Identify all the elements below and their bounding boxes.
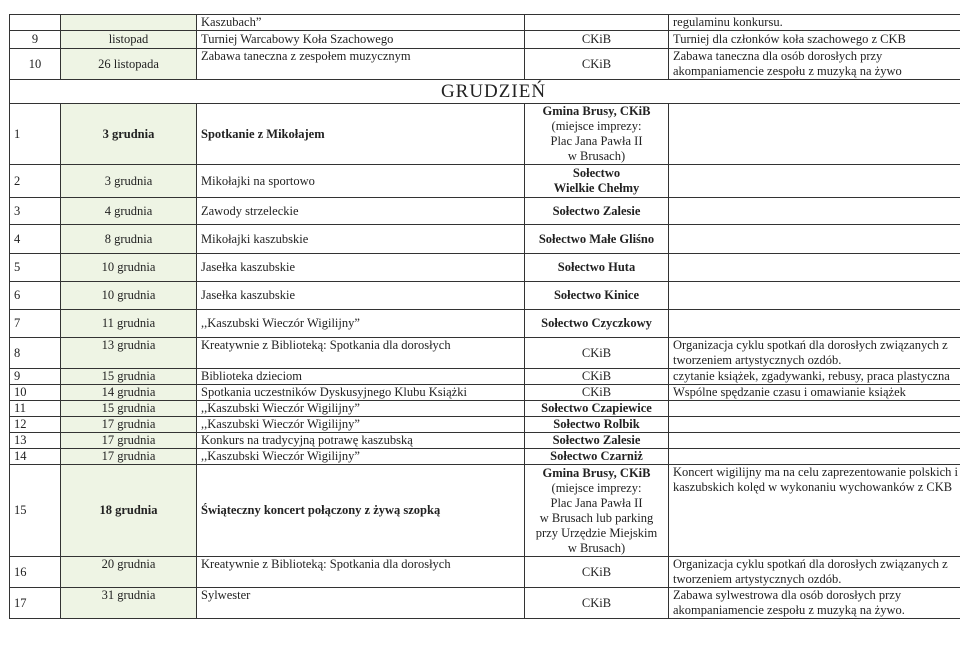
row-organizer: [525, 165, 669, 198]
row-title: Sylwester: [197, 588, 525, 619]
row-description: Wspólne spędzanie czasu i omawianie książek: [669, 385, 960, 401]
row-number: 10: [10, 49, 61, 80]
row-description: [669, 104, 960, 165]
table-row: [10, 225, 960, 254]
events-table: [9, 14, 960, 619]
row-date: 31 grudnia: [61, 588, 197, 619]
table-row: [10, 465, 960, 557]
row-number: 11: [10, 401, 61, 417]
row-number: 2: [10, 165, 61, 198]
table-row: [10, 369, 960, 385]
row-number: 14: [10, 449, 61, 465]
row-number: 9: [10, 369, 61, 385]
row-organizer: Sołectwo Czapiewice: [525, 401, 669, 417]
row-organizer: CKiB: [525, 557, 669, 588]
row-date: 14 grudnia: [61, 385, 197, 401]
row-organizer: Sołectwo Zalesie: [525, 198, 669, 225]
row-description: [669, 198, 960, 225]
row-description: [669, 225, 960, 254]
table-row: [10, 282, 960, 310]
row-description: regulaminu konkursu.: [669, 15, 960, 31]
table-row: [10, 15, 960, 31]
row-organizer: CKiB: [525, 369, 669, 385]
row-number: 10: [10, 385, 61, 401]
row-organizer: [525, 465, 669, 557]
row-title: Spotkanie z Mikołajem: [197, 104, 525, 165]
table-row: [10, 31, 960, 49]
table-row: [10, 49, 960, 80]
row-title: Zawody strzeleckie: [197, 198, 525, 225]
row-organizer: CKiB: [525, 588, 669, 619]
row-organizer: [525, 15, 669, 31]
row-date: 20 grudnia: [61, 557, 197, 588]
row-number: 17: [10, 588, 61, 619]
row-title: ,,Kaszubski Wieczór Wigilijny”: [197, 401, 525, 417]
table-row: [10, 417, 960, 433]
row-number: 8: [10, 338, 61, 369]
row-organizer: Sołectwo Czyczkowy: [525, 310, 669, 338]
row-date: 3 grudnia: [61, 165, 197, 198]
organizer-line: (miejsce imprezy:: [551, 480, 642, 495]
row-title: Zabawa taneczna z zespołem muzycznym: [197, 49, 525, 80]
row-number: 7: [10, 310, 61, 338]
row-date: 10 grudnia: [61, 282, 197, 310]
row-organizer: Sołectwo Zalesie: [525, 433, 669, 449]
row-number: 1: [10, 104, 61, 165]
table-row: [10, 165, 960, 198]
row-description: [669, 417, 960, 433]
row-title: ,,Kaszubski Wieczór Wigilijny”: [197, 449, 525, 465]
table-row: [10, 449, 960, 465]
row-date: 15 grudnia: [61, 369, 197, 385]
row-description: Organizacja cyklu spotkań dla dorosłych związanych z tworzeniem artystycznych ozdób.: [669, 557, 960, 588]
row-description: [669, 401, 960, 417]
row-date: 8 grudnia: [61, 225, 197, 254]
table-row: [10, 310, 960, 338]
row-title: ,,Kaszubski Wieczór Wigilijny”: [197, 310, 525, 338]
organizer-line: w Brusach): [567, 540, 626, 555]
row-date: 4 grudnia: [61, 198, 197, 225]
organizer-line: Gmina Brusy, CKiB: [542, 104, 651, 118]
row-organizer: Sołectwo Czarniż: [525, 449, 669, 465]
row-date: 10 grudnia: [61, 254, 197, 282]
row-description: [669, 165, 960, 198]
row-title: Turniej Warcabowy Koła Szachowego: [197, 31, 525, 49]
row-description: [669, 310, 960, 338]
row-date: [61, 15, 197, 31]
row-date: 17 grudnia: [61, 449, 197, 465]
row-number: 6: [10, 282, 61, 310]
table-row: [10, 588, 960, 619]
table-row: [10, 198, 960, 225]
row-title: Kreatywnie z Biblioteką: Spotkania dla dorosłych: [197, 557, 525, 588]
organizer-line: (miejsce imprezy:: [551, 119, 642, 133]
row-title: Biblioteka dzieciom: [197, 369, 525, 385]
row-date: 15 grudnia: [61, 401, 197, 417]
organizer-line: w Brusach lub parking: [539, 510, 654, 525]
row-number: 4: [10, 225, 61, 254]
organizer-line: Wielkie Chełmy: [553, 181, 640, 195]
row-title: Mikołajki kaszubskie: [197, 225, 525, 254]
row-title: Kreatywnie z Biblioteką: Spotkania dla dorosłych: [197, 338, 525, 369]
row-title: Spotkania uczestników Dyskusyjnego Klubu Książki: [197, 385, 525, 401]
row-organizer: Sołectwo Huta: [525, 254, 669, 282]
row-number: 15: [10, 465, 61, 557]
table-row: [10, 557, 960, 588]
table-row: [10, 338, 960, 369]
row-description: czytanie książek, zgadywanki, rebusy, praca plastyczna: [669, 369, 960, 385]
row-number: 5: [10, 254, 61, 282]
table-row: [10, 254, 960, 282]
row-organizer: Sołectwo Małe Gliśno: [525, 225, 669, 254]
table-row: [10, 104, 960, 165]
month-heading: GRUDZIEŃ: [10, 80, 960, 104]
table-row: [10, 401, 960, 417]
row-description: [669, 433, 960, 449]
table-row: [10, 433, 960, 449]
row-number: 9: [10, 31, 61, 49]
row-title: Mikołajki na sportowo: [197, 165, 525, 198]
row-organizer: CKiB: [525, 338, 669, 369]
table-body: [10, 15, 960, 619]
row-number: 16: [10, 557, 61, 588]
row-organizer: Sołectwo Kinice: [525, 282, 669, 310]
row-title: Jasełka kaszubskie: [197, 282, 525, 310]
row-number: [10, 15, 61, 31]
row-description: [669, 449, 960, 465]
row-date: listopad: [61, 31, 197, 49]
row-date: 17 grudnia: [61, 433, 197, 449]
row-title: ,,Kaszubski Wieczór Wigilijny”: [197, 417, 525, 433]
row-title: Jasełka kaszubskie: [197, 254, 525, 282]
row-description: Zabawa sylwestrowa dla osób dorosłych przy akompaniamencie zespołu z muzyką na żywo.: [669, 588, 960, 619]
row-number: 13: [10, 433, 61, 449]
row-title: Kaszubach”: [197, 15, 525, 31]
organizer-line: Plac Jana Pawła II: [550, 495, 643, 510]
row-description: Turniej dla członków koła szachowego z CKB: [669, 31, 960, 49]
row-title: Konkurs na tradycyjną potrawę kaszubską: [197, 433, 525, 449]
row-organizer: CKiB: [525, 31, 669, 49]
events-sheet: [9, 14, 958, 624]
row-title: Świąteczny koncert połączony z żywą szopką: [197, 465, 525, 557]
row-organizer: CKiB: [525, 385, 669, 401]
row-description: [669, 282, 960, 310]
row-description: Koncert wigilijny ma na celu zaprezentowanie polskich i kaszubskich kolęd w wykonaniu wychowanków z CKB: [669, 465, 960, 557]
row-organizer: [525, 104, 669, 165]
row-date: 13 grudnia: [61, 338, 197, 369]
row-date: 17 grudnia: [61, 417, 197, 433]
row-organizer: CKiB: [525, 49, 669, 80]
row-number: 3: [10, 198, 61, 225]
row-date: 11 grudnia: [61, 310, 197, 338]
row-date: 3 grudnia: [61, 104, 197, 165]
organizer-line: Gmina Brusy, CKiB: [542, 465, 651, 480]
organizer-line: w Brusach): [567, 149, 626, 163]
organizer-line: Plac Jana Pawła II: [550, 134, 643, 148]
month-header-row: [10, 80, 960, 104]
organizer-line: Sołectwo: [572, 166, 621, 180]
row-date: 26 listopada: [61, 49, 197, 80]
organizer-line: przy Urzędzie Miejskim: [535, 525, 658, 540]
table-row: [10, 385, 960, 401]
row-description: Organizacja cyklu spotkań dla dorosłych związanych z tworzeniem artystycznych ozdób.: [669, 338, 960, 369]
row-number: 12: [10, 417, 61, 433]
row-description: Zabawa taneczna dla osób dorosłych przy akompaniamencie zespołu z muzyką na żywo: [669, 49, 960, 80]
row-date: 18 grudnia: [61, 465, 197, 557]
row-organizer: Sołectwo Rolbik: [525, 417, 669, 433]
row-description: [669, 254, 960, 282]
